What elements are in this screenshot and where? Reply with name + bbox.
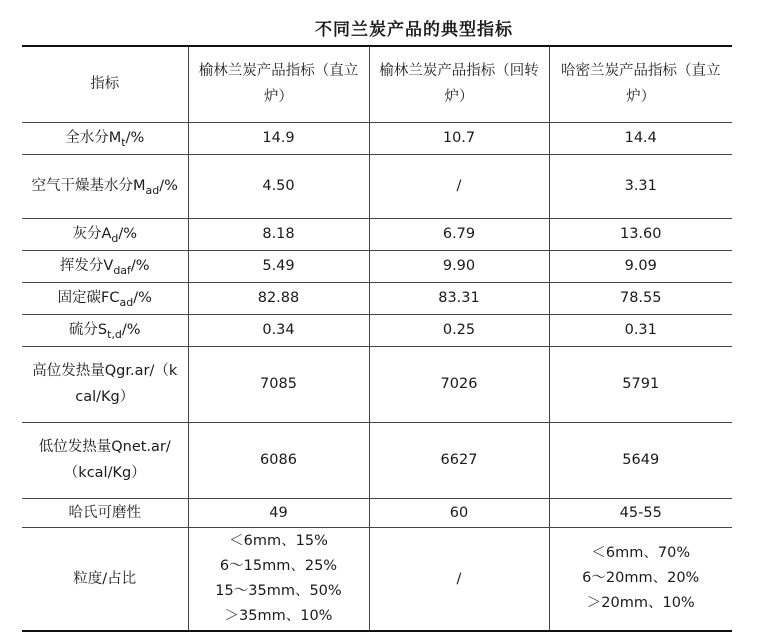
row-label: 挥发分$V_{daf}/\%$ [22,250,188,282]
cell-value: 0.31 [549,314,732,346]
table-row [22,346,732,422]
size-line: ＜6mm、15% [229,532,328,549]
header-cell: 榆林兰炭产品指标（直立炉） [188,46,369,122]
cell-value: 7026 [369,346,549,422]
header-cell: 指标 [22,46,188,122]
cell-value: 13.60 [549,218,732,250]
table-row [22,218,732,250]
cell-value: 5791 [549,346,732,422]
table-row [22,250,732,282]
size-line: 6～20mm、20% [582,570,700,587]
cell-value: 9.09 [549,250,732,282]
cell-value: 0.34 [188,314,369,346]
header-cell: 哈密兰炭产品指标（直立炉） [549,46,732,122]
row-label: 哈氏可磨性 [22,498,188,527]
size-line: 6～15mm、25% [219,557,338,574]
cell-value: 10.7 [369,122,549,154]
cell-value: 78.55 [549,282,732,314]
table-row [22,498,732,527]
cell-value: 14.4 [549,122,732,154]
indicator-table [22,45,732,632]
row-label: 低位发热量Qnet.ar/（kcal/Kg） [22,422,188,498]
table-row [22,314,732,346]
row-label: 灰分$A_d/\%$ [22,218,188,250]
size-line: ＜6mm、70% [591,545,691,562]
header-row [22,46,732,122]
cell-value: / [369,154,549,218]
table-row [22,282,732,314]
cell-value: 4.50 [188,154,369,218]
size-line: ＞20mm、10% [586,595,695,612]
cell-value: 6627 [369,422,549,498]
cell-value: 5649 [549,422,732,498]
cell-value: 3.31 [549,154,732,218]
size-distribution-cell [188,527,369,631]
cell-value: 14.9 [188,122,369,154]
cell-value: 60 [369,498,549,527]
cell-value: 0.25 [369,314,549,346]
cell-value: 6086 [188,422,369,498]
cell-value: 8.18 [188,218,369,250]
row-label: 高位发热量Qgr.ar/（kcal/Kg） [22,346,188,422]
header-cell: 榆林兰炭产品指标（回转炉） [369,46,549,122]
table-row [22,527,732,631]
cell-value: 83.31 [369,282,549,314]
cell-value: 6.79 [369,218,549,250]
size-line: ＞35mm、10% [224,607,333,624]
cell-value: 7085 [188,346,369,422]
table-row [22,422,732,498]
cell-value: 45-55 [549,498,732,527]
table-row [22,122,732,154]
table-title: 不同兰炭产品的典型指标 [315,20,513,40]
row-label: 固定碳$FC_{ad}/\%$ [22,282,188,314]
row-label: 全水分$M_t/\%$ [22,122,188,154]
cell-value: / [369,527,549,631]
row-label: 硫分$S_{t,d}/\%$ [22,314,188,346]
table-row [22,154,732,218]
cell-value: 9.90 [369,250,549,282]
cell-value: 5.49 [188,250,369,282]
size-line: 15～35mm、50% [215,582,342,599]
row-label: 空气干燥基水分$M_{ad}/\%$ [22,154,188,218]
cell-value: 49 [188,498,369,527]
row-label: 粒度/占比 [22,527,188,631]
cell-value: 82.88 [188,282,369,314]
size-distribution-cell [549,527,732,631]
